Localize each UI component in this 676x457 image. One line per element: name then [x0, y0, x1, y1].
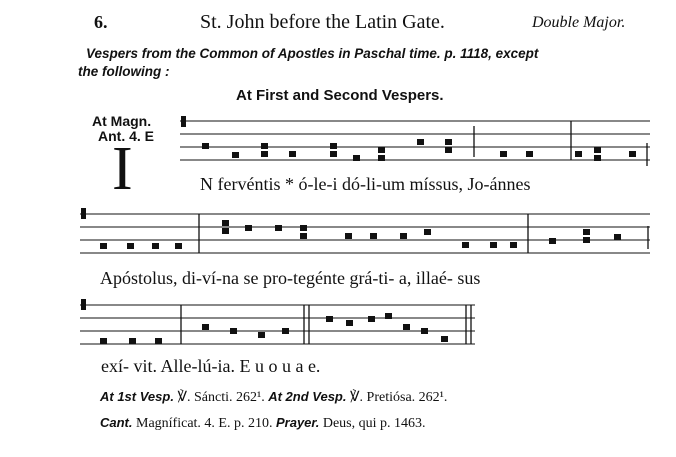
- footer-line-1: [100, 389, 447, 406]
- footer-prayer-ref: Deus, qui p. 1463.: [322, 416, 426, 431]
- lyrics-line-2: Apóstolus, di-ví-na se pro-tegénte grá-ti- a, illaé- sus: [100, 268, 481, 288]
- section-title: At First and Second Vespers.: [236, 87, 444, 104]
- antiphon-initial: I: [112, 135, 133, 203]
- antiphon-label-1: At Magn.: [92, 113, 152, 129]
- rubric-line-1: Vespers from the Common of Apostles in Paschal time. p. 1118, except: [86, 46, 539, 61]
- feast-rank: Double Major.: [532, 14, 626, 31]
- antiphon-label-2: Ant. 4. E: [98, 128, 155, 144]
- footer-second-vespers-ref: ℣. Pretiósa. 262¹.: [349, 390, 448, 405]
- footer-prayer-label: Prayer.: [275, 415, 320, 430]
- footer-cant-ref: Magníficat. 4. E. p. 210.: [136, 416, 273, 431]
- feast-title: St. John before the Latin Gate.: [200, 11, 445, 33]
- footer-second-vespers-label: At 2nd Vesp.: [268, 389, 347, 404]
- footer-line-2: [100, 415, 426, 432]
- lyrics-line-1: N fervéntis * ó-le-i dó-li-um míssus, Jo-ánnes: [200, 174, 531, 194]
- footer-first-vespers-label: At 1st Vesp.: [100, 389, 174, 404]
- feast-number: 6.: [94, 12, 108, 32]
- rubric-line-2: the following :: [78, 64, 170, 79]
- footer-first-vespers-ref: ℣. Sáncti. 262¹.: [177, 390, 265, 405]
- lyrics-line-3: exí- vit. Alle-lú-ia. E u o u a e.: [101, 356, 321, 376]
- footer-cant-label: Cant.: [100, 415, 133, 430]
